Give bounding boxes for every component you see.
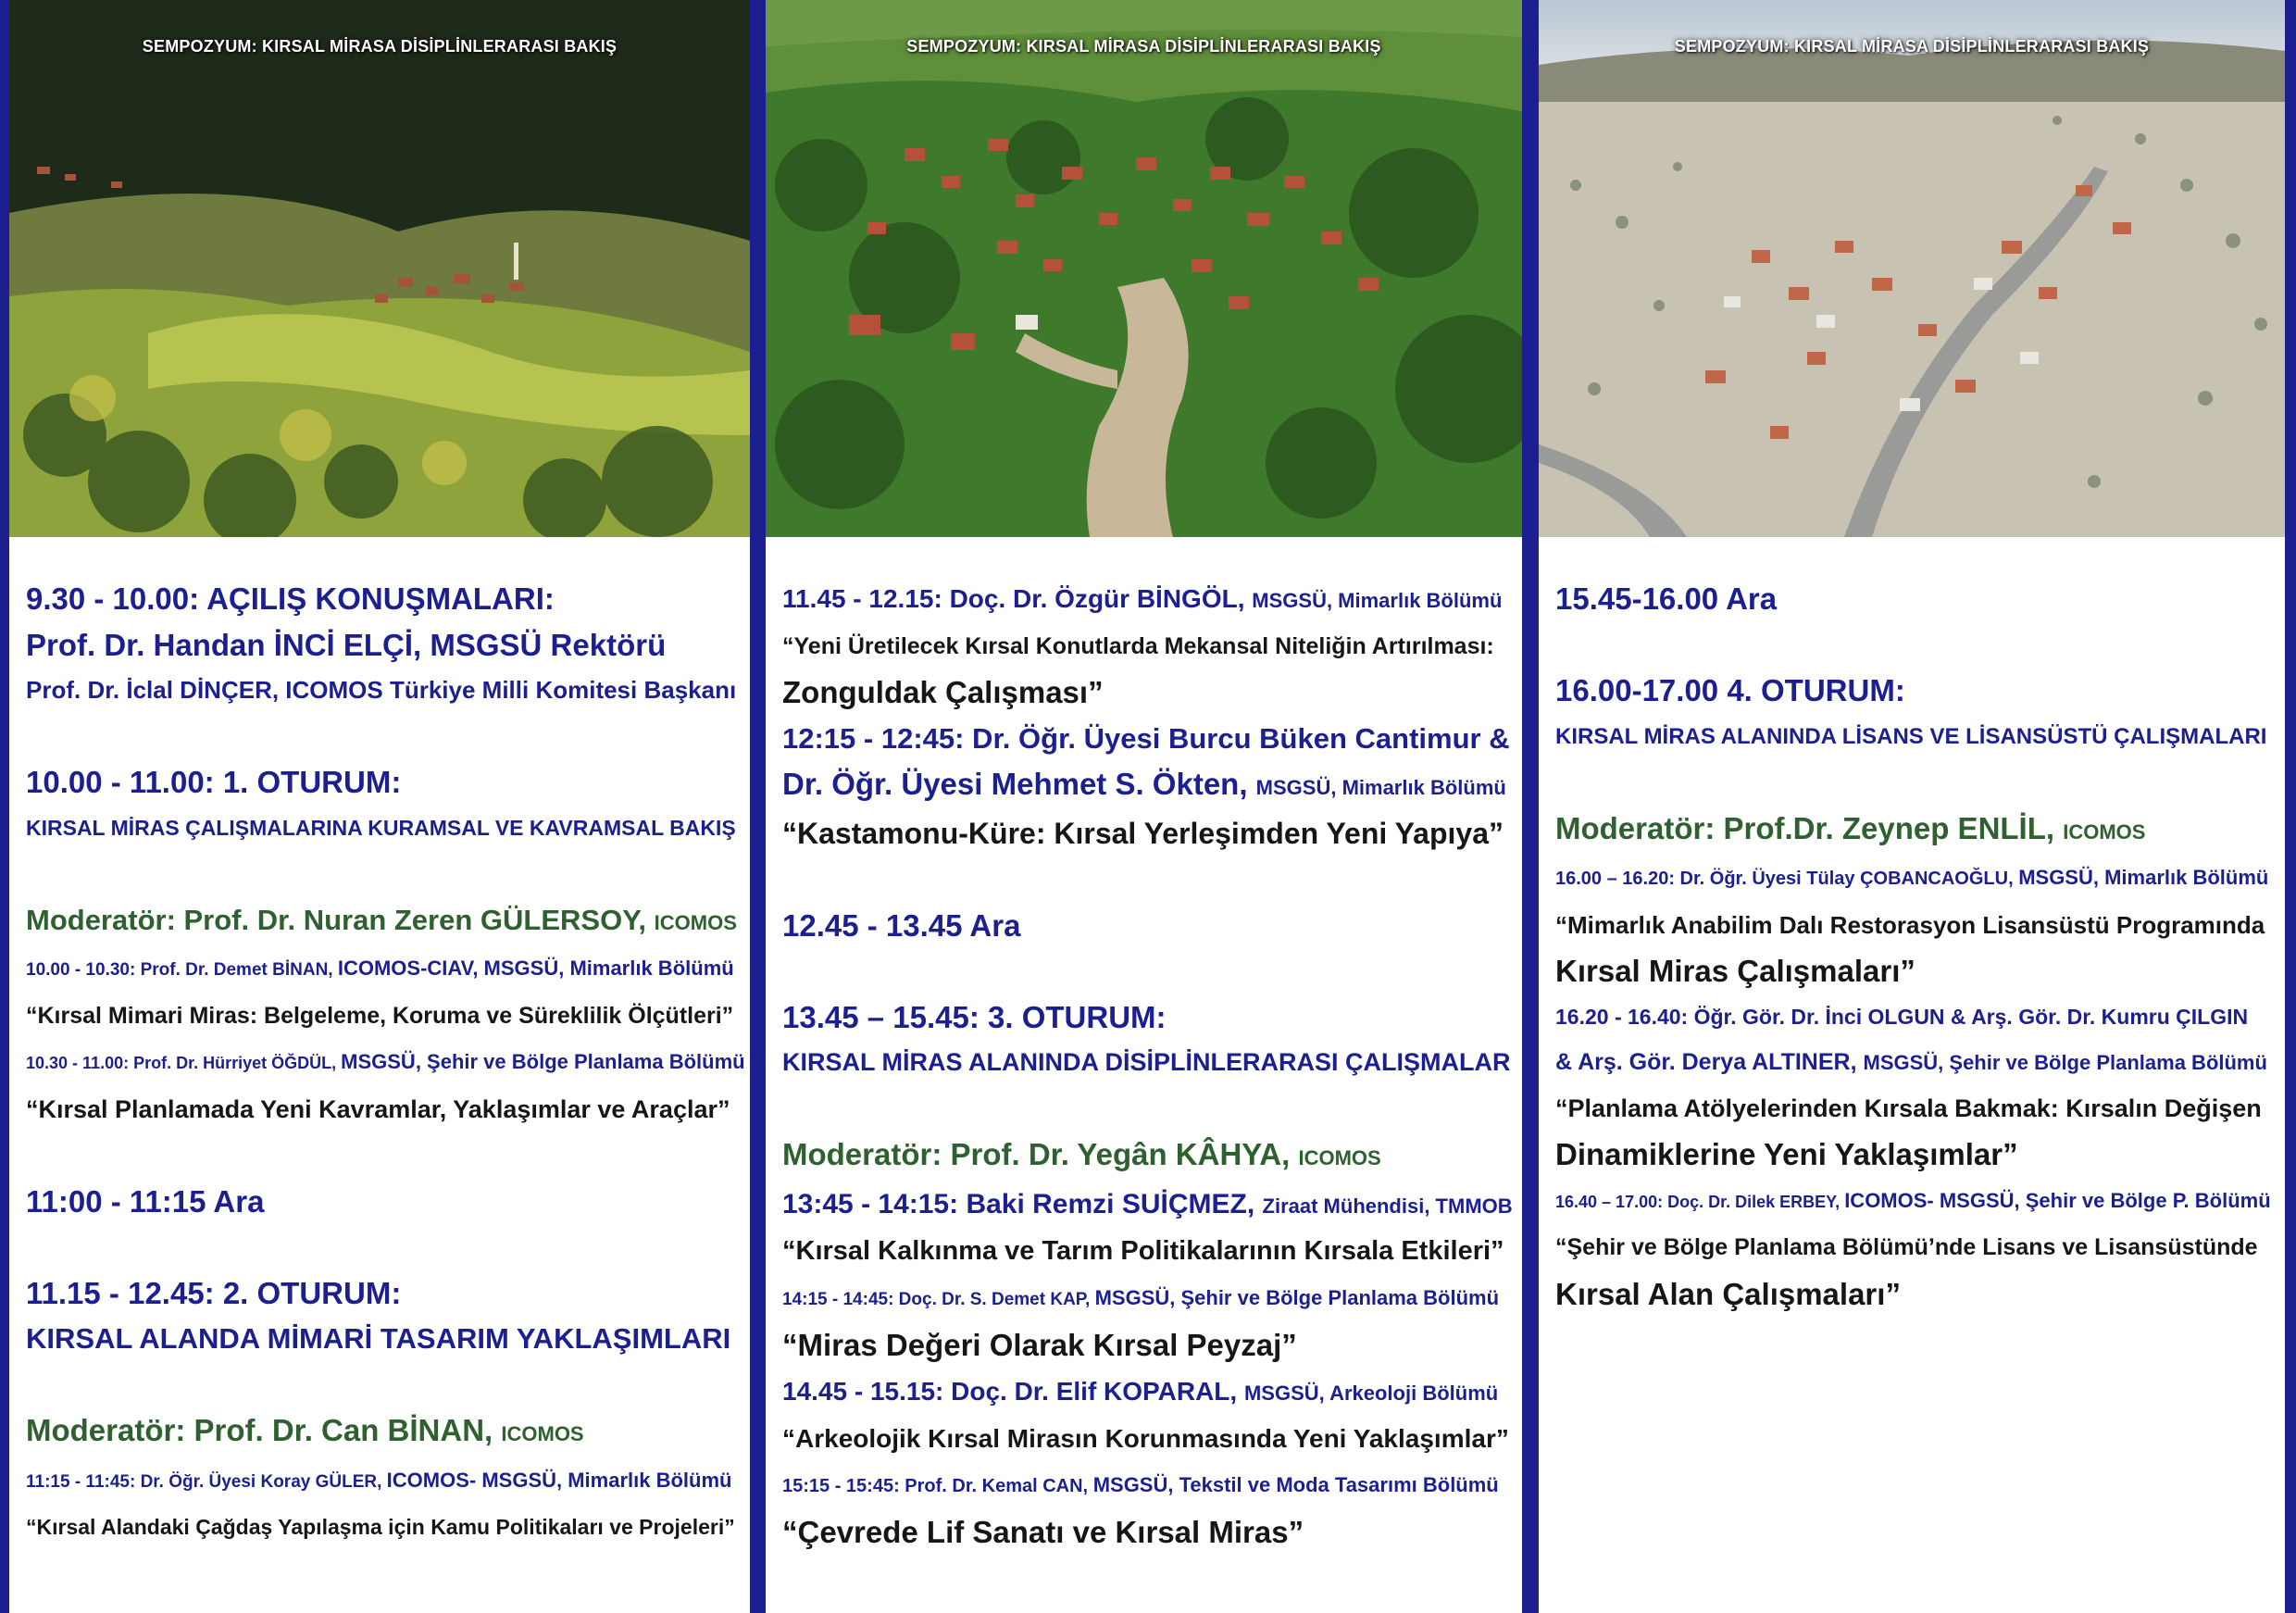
talk-speaker: 15:15 - 15:45: Prof. Dr. Kemal CAN, MSGSÜ, Tekstil ve Moda Tasarımı Bölümü: [782, 1472, 1499, 1496]
talk-title: Kırsal Alan Çalışmaları”: [1555, 1276, 1901, 1311]
talk-title: Zonguldak Çalışması”: [782, 675, 1104, 709]
talk-title: “Kastamonu-Küre: Kırsal Yerleşimden Yeni Yapıya”: [782, 816, 1504, 850]
talk-title: Kırsal Miras Çalışmaları”: [1555, 954, 1915, 988]
talk-title: “Miras Değeri Olarak Kırsal Peyzaj”: [782, 1328, 1297, 1362]
talk-title: “Kırsal Mimari Miras: Belgeleme, Koruma ve Süreklilik Ölçütleri”: [26, 1002, 734, 1029]
session-heading: 11.15 - 12.45: 2. OTURUM:: [26, 1275, 402, 1310]
talk-title: “Kırsal Planlamada Yeni Kavramlar, Yaklaşımlar ve Araçlar”: [26, 1094, 730, 1123]
talk-speaker: 16.20 - 16.40: Öğr. Gör. Dr. İnci OLGUN & Arş. Gör. Dr. Kumru ÇILGIN: [1555, 1004, 2249, 1029]
talk-title: “Arkeolojik Kırsal Mirasın Korunmasında Yeni Yaklaşımlar”: [782, 1424, 1509, 1453]
talk-speaker: 10.30 - 11.00: Prof. Dr. Hürriyet ÖĞDÜL, MSGSÜ, Şehir ve Bölge Planlama Bölümü: [26, 1050, 745, 1073]
symposium-title-banner: SEMPOZYUM: KIRSAL MİRASA DİSİPLİNLERARASI BAKIŞ: [1674, 36, 2150, 56]
talk-title: “Kırsal Kalkınma ve Tarım Politikalarının Kırsala Etkileri”: [782, 1236, 1504, 1266]
break-line: 15.45-16.00 Ara: [1555, 581, 1778, 616]
session-heading: 13.45 – 15.45: 3. OTURUM:: [782, 999, 1167, 1034]
program-panel-2: [766, 0, 1522, 1613]
talk-speaker: 12:15 - 12:45: Dr. Öğr. Üyesi Burcu Büken Cantimur &: [782, 721, 1510, 755]
talk-speaker: 10.00 - 10.30: Prof. Dr. Demet BİNAN, ICOMOS-CIAV, MSGSÜ, Mimarlık Bölümü: [26, 957, 734, 980]
talk-title: “Yeni Üretilecek Kırsal Konutlarda Mekansal Niteliğin Artırılması:: [782, 632, 1494, 659]
program-list-2: [782, 576, 1513, 1556]
talk-title: “Mimarlık Anabilim Dalı Restorasyon Lisansüstü Programında: [1555, 910, 2265, 939]
moderator-line: Moderatör: Prof.Dr. Zeynep ENLİL, ICOMOS: [1555, 810, 2146, 845]
talk-title: “Şehir ve Bölge Planlama Bölümü’nde Lisans ve Lisansüstünde: [1555, 1234, 2258, 1260]
session-title: KIRSAL MİRAS ALANINDA DİSİPLİNLERARASI ÇALIŞMALAR: [782, 1048, 1511, 1076]
session-title: KIRSAL MİRAS ALANINDA LİSANS VE LİSANSÜSTÜ ÇALIŞMALARI: [1555, 723, 2267, 749]
moderator-line: Moderatör: Prof. Dr. Nuran Zeren GÜLERSOY, ICOMOS: [26, 903, 737, 936]
break-line: 11:00 - 11:15 Ara: [26, 1183, 265, 1219]
program-panel-1: [9, 0, 750, 1613]
session-title: KIRSAL MİRAS ÇALIŞMALARINA KURAMSAL VE KAVRAMSAL BAKIŞ: [26, 815, 736, 840]
break-line: 12.45 - 13.45 Ara: [782, 907, 1021, 943]
moderator-line: Moderatör: Prof. Dr. Can BİNAN, ICOMOS: [26, 1413, 584, 1447]
speaker-line: Prof. Dr. Handan İNCİ ELÇİ, MSGSÜ Rektörü: [26, 627, 667, 662]
program-list-3: [1555, 576, 2276, 1317]
moderator-line: Moderatör: Prof. Dr. Yegân KÂHYA, ICOMOS: [782, 1137, 1381, 1171]
talk-speaker: 14.45 - 15.15: Doç. Dr. Elif KOPARAL, MSGSÜ, Arkeoloji Bölümü: [782, 1376, 1499, 1406]
talk-speaker: 11:15 - 11:45: Dr. Öğr. Üyesi Koray GÜLER, ICOMOS- MSGSÜ, Mimarlık Bölümü: [26, 1468, 732, 1492]
session-heading: 10.00 - 11.00: 1. OTURUM:: [26, 765, 402, 799]
session-title: KIRSAL ALANDA MİMARİ TASARIM YAKLAŞIMLARI: [26, 1322, 731, 1355]
talk-speaker: 13:45 - 14:15: Baki Remzi SUİÇMEZ, Ziraat Mühendisi, TMMOB: [782, 1188, 1513, 1219]
symposium-title-banner: SEMPOZYUM: KIRSAL MİRASA DİSİPLİNLERARASI BAKIŞ: [142, 36, 618, 56]
program-list-1: [26, 576, 745, 1551]
session-heading: 16.00-17.00 4. OTURUM:: [1555, 673, 1905, 707]
talk-title: “Kırsal Alandaki Çağdaş Yapılaşma için Kamu Politikaları ve Projeleri”: [26, 1515, 735, 1539]
speaker-line: Prof. Dr. İclal DİNÇER, ICOMOS Türkiye Milli Komitesi Başkanı: [26, 676, 737, 704]
talk-speaker: 11.45 - 12.15: Doç. Dr. Özgür BİNGÖL, MSGSÜ, Mimarlık Bölümü: [782, 584, 1503, 613]
talk-title: “Planlama Atölyelerinden Kırsala Bakmak: Kırsalın Değişen: [1555, 1094, 2262, 1122]
talk-title: “Çevrede Lif Sanatı ve Kırsal Miras”: [782, 1515, 1304, 1549]
talk-speaker: 14:15 - 14:45: Doç. Dr. S. Demet KAP, MSGSÜ, Şehir ve Bölge Planlama Bölümü: [782, 1285, 1500, 1309]
talk-title: Dinamiklerine Yeni Yaklaşımlar”: [1555, 1137, 2018, 1171]
talk-speaker: 16.00 – 16.20: Dr. Öğr. Üyesi Tülay ÇOBANCAOĞLU, MSGSÜ, Mimarlık Bölümü: [1555, 866, 2269, 889]
talk-speaker: Dr. Öğr. Üyesi Mehmet S. Ökten, MSGSÜ, Mimarlık Bölümü: [782, 767, 1506, 801]
program-panel-3: [1539, 0, 2285, 1613]
talk-speaker: 16.40 – 17.00: Doç. Dr. Dilek ERBEY, ICOMOS- MSGSÜ, Şehir ve Bölge P. Bölümü: [1555, 1188, 2271, 1212]
talk-speaker: & Arş. Gör. Derya ALTINER, MSGSÜ, Şehir ve Bölge Planlama Bölümü: [1555, 1049, 2267, 1075]
opening-session-time: 9.30 - 10.00: AÇILIŞ KONUŞMALARI:: [26, 581, 555, 616]
symposium-title-banner: SEMPOZYUM: KIRSAL MİRASA DİSİPLİNLERARASI BAKIŞ: [906, 36, 1381, 56]
